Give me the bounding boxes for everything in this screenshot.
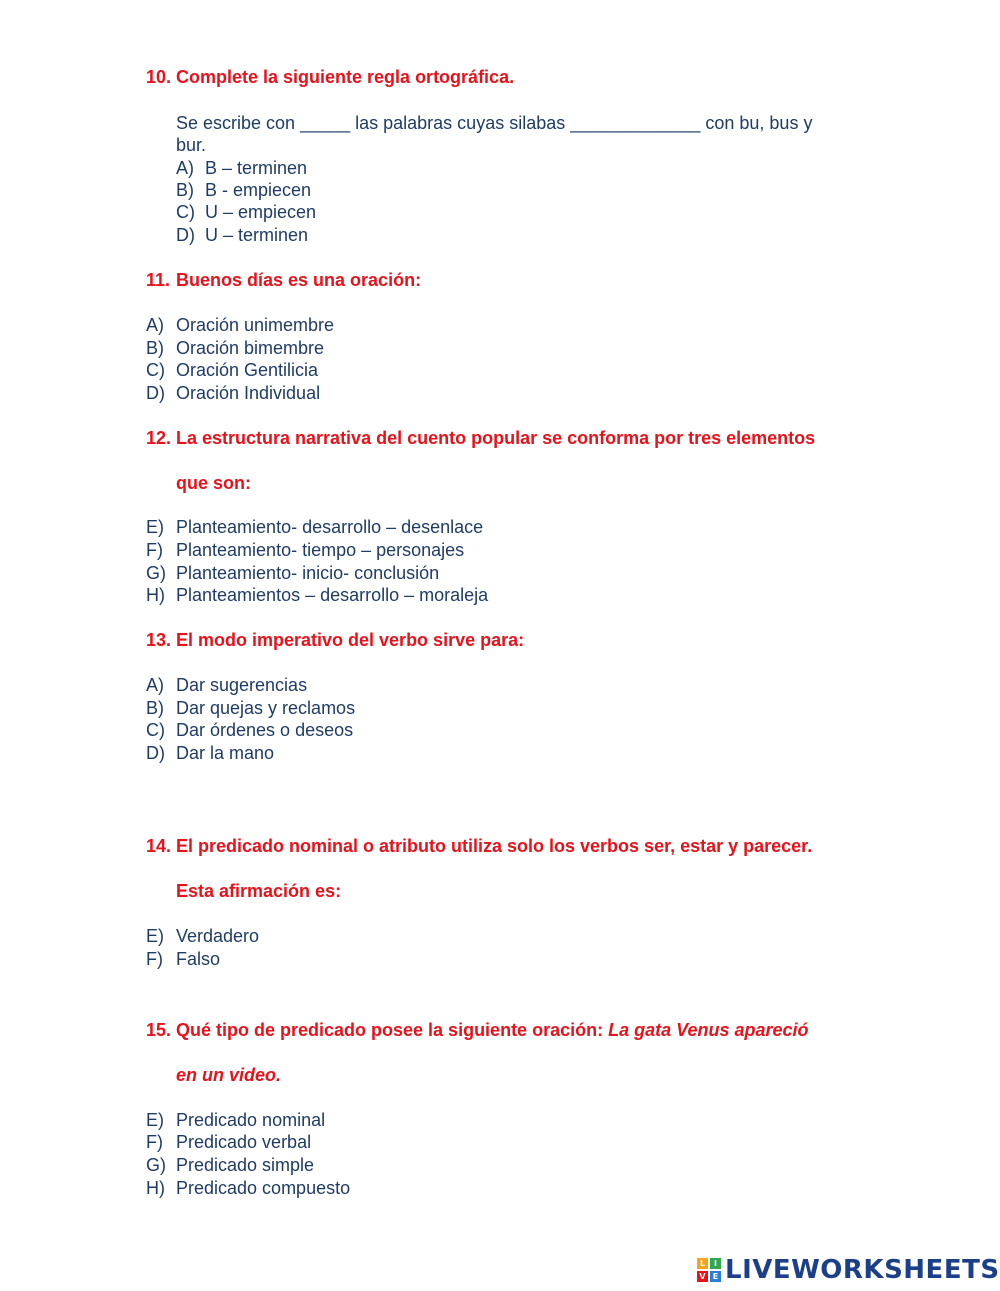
option-text: Dar sugerencias xyxy=(176,675,308,695)
option-text: Predicado verbal xyxy=(176,1132,312,1152)
option-letter: G) xyxy=(146,563,166,583)
option-text: Dar órdenes o deseos xyxy=(176,720,354,740)
option-letter: E) xyxy=(146,517,164,537)
option-letter: B) xyxy=(176,180,194,200)
statement-line-1: Se escribe con _____ las palabras cuyas silabas _____________ con bu, bus y xyxy=(176,113,813,133)
option-letter: F) xyxy=(146,1132,163,1152)
option-letter: H) xyxy=(146,1178,165,1198)
liveworksheets-logo[interactable] xyxy=(697,1254,1000,1286)
option-letter: A) xyxy=(146,315,164,335)
question-15-number: 15. xyxy=(146,1020,172,1040)
statement-line-2: bur. xyxy=(176,135,207,155)
option-text: Oración bimembre xyxy=(176,338,325,358)
option-letter: C) xyxy=(146,360,165,380)
option-text: Oración Individual xyxy=(176,383,321,403)
option-text: Oración unimembre xyxy=(176,315,335,335)
question-11-title: Buenos días es una oración: xyxy=(176,270,422,290)
question-15-sentence: La gata Venus apareció xyxy=(608,1020,809,1040)
option-text: Planteamiento- inicio- conclusión xyxy=(176,563,440,583)
question-12-number: 12. xyxy=(146,428,172,448)
logo-block: E xyxy=(710,1271,721,1282)
option-letter: D) xyxy=(146,743,165,763)
option-text: Planteamientos – desarrollo – moraleja xyxy=(176,585,489,605)
question-11-number: 11. xyxy=(146,270,171,290)
logo-block: V xyxy=(697,1271,708,1282)
option-letter: D) xyxy=(146,383,165,403)
question-14-title-line-1: El predicado nominal o atributo utiliza solo los verbos ser, estar y parecer. xyxy=(176,836,813,856)
option-text: Planteamiento- tiempo – personajes xyxy=(176,540,465,560)
option-text: Dar la mano xyxy=(176,743,275,763)
question-15-title-line-2: en un video. xyxy=(176,1065,282,1085)
option-text: Dar quejas y reclamos xyxy=(176,698,356,718)
question-14-title-line-2: Esta afirmación es: xyxy=(176,881,342,901)
option-letter: C) xyxy=(146,720,165,740)
logo-icon xyxy=(697,1258,721,1282)
option-text: B - empiecen xyxy=(205,180,312,200)
question-14-number: 14. xyxy=(146,836,172,856)
question-10-title: Complete la siguiente regla ortográfica. xyxy=(176,67,515,87)
logo-text: LIVEWORKSHEETS xyxy=(725,1255,1000,1285)
option-text: Falso xyxy=(176,949,221,969)
option-letter: A) xyxy=(176,158,194,178)
option-letter: B) xyxy=(146,338,164,358)
option-letter: F) xyxy=(146,540,163,560)
question-13-number: 13. xyxy=(146,630,172,650)
question-15-title-line-1 xyxy=(176,1019,809,1041)
question-12-title-line-2: que son: xyxy=(176,473,251,493)
option-letter: D) xyxy=(176,225,195,245)
option-text: Planteamiento- desarrollo – desenlace xyxy=(176,517,484,537)
option-text: B – terminen xyxy=(205,158,308,178)
option-letter: G) xyxy=(146,1155,166,1175)
option-text: U – terminen xyxy=(205,225,309,245)
option-letter: A) xyxy=(146,675,164,695)
logo-block: I xyxy=(710,1258,721,1269)
question-12-title-line-1: La estructura narrativa del cuento popular se conforma por tres elementos xyxy=(176,428,816,448)
option-text: U – empiecen xyxy=(205,202,317,222)
option-text: Predicado compuesto xyxy=(176,1178,351,1198)
option-text: Predicado nominal xyxy=(176,1110,326,1130)
option-letter: E) xyxy=(146,926,164,946)
option-letter: F) xyxy=(146,949,163,969)
option-letter: E) xyxy=(146,1110,164,1130)
question-10-number: 10. xyxy=(146,67,172,87)
logo-block: L xyxy=(697,1258,708,1269)
question-13-title: El modo imperativo del verbo sirve para: xyxy=(176,630,525,650)
option-letter: C) xyxy=(176,202,195,222)
question-15-title-text: Qué tipo de predicado posee la siguiente oración: xyxy=(176,1020,609,1040)
option-text: Verdadero xyxy=(176,926,260,946)
option-text: Oración Gentilicia xyxy=(176,360,319,380)
option-letter: B) xyxy=(146,698,164,718)
option-letter: H) xyxy=(146,585,165,605)
option-text: Predicado simple xyxy=(176,1155,315,1175)
